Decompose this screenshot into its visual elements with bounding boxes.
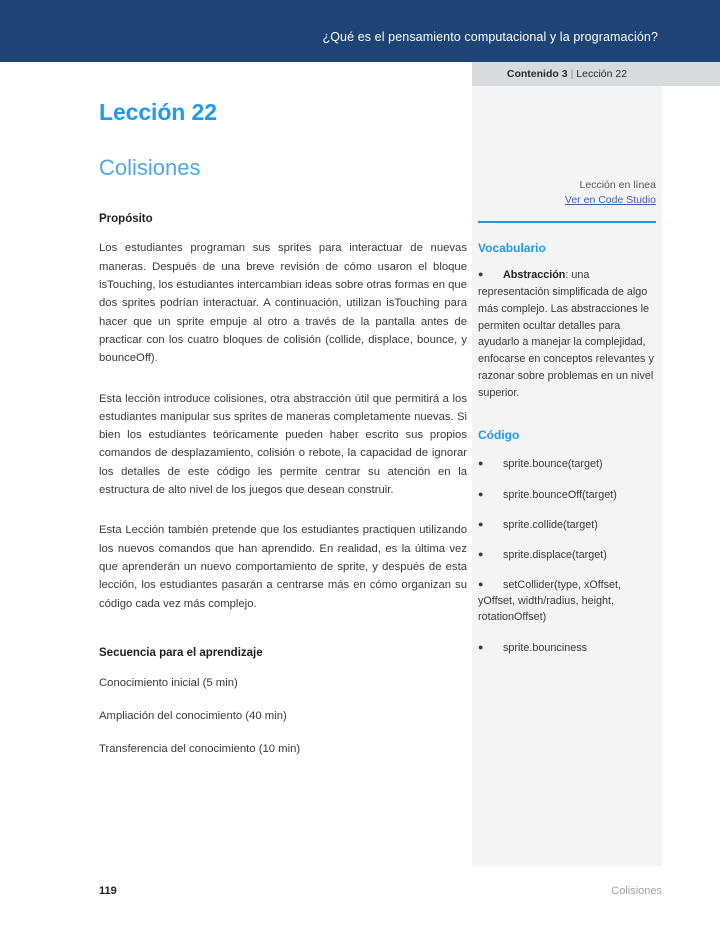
vocabulary-definition: : una representación simplificada de algo más complejo. Las abstracciones le permiten ocultar detalles para ayudarlo a manejar la complejidad, enfocarse en conceptos relevantes y razonar sobre problemas en un nivel superior. [478, 269, 654, 399]
purpose-paragraph-1: Los estudiantes programan sus sprites para interactuar de nuevas maneras. Después de una breve revisión de cómo usaron el bloque isTouching, los estudiantes intercambian ideas sobre otras formas en que dos sprites podrían interactuar. A continuación, utilizan isTouching para hacer que un sprite empuje al otro a través de la pantalla antes de practicar con los cuatro bloques de colisión (collide, displace, bounce, y bounceOff). [99, 242, 467, 365]
bullet-icon: ● [478, 269, 484, 280]
breadcrumb-separator: | [570, 68, 574, 80]
code-list-item [478, 547, 656, 563]
code-item-label: sprite.collide(target) [503, 518, 598, 531]
vocabulary-term: Abstracción [503, 269, 566, 282]
code-item-label: sprite.bounce(target) [503, 458, 603, 471]
purpose-heading: Propósito [99, 213, 153, 226]
code-list-item [478, 487, 656, 503]
footer-page-number: 119 [99, 885, 117, 897]
view-in-code-studio-link[interactable]: Ver en Code Studio [564, 194, 656, 207]
breadcrumb [472, 62, 720, 86]
code-list-item [478, 577, 656, 626]
footer-lesson-title: Colisiones [611, 885, 662, 897]
sidebar-divider [478, 221, 656, 223]
code-item-label: sprite.displace(target) [503, 548, 607, 561]
breadcrumb-unit: Contenido 3 [506, 68, 568, 80]
sequence-item-2: Ampliación del conocimiento (40 min) [99, 709, 287, 722]
code-item-label: setCollider(type, xOffset, yOffset, width/radius, height, rotationOffset) [478, 579, 622, 624]
bullet-icon: ● [478, 458, 484, 469]
vocabulary-heading: Vocabulario [478, 241, 546, 256]
purpose-paragraph-2: Esta lección introduce colisiones, otra abstracción útil que permitirá a los estudiantes manipular sus sprites de maneras completamente nuevas. Si bien los estudiantes teóricamente pueden haber escrito sus propios comandos de desplazamiento, colisión o rebote, la capacidad de ignorar los detalles de este código les permite centrar su atención en la estructura de alto nivel de los juegos que desean construir. [99, 392, 467, 497]
breadcrumb-lesson: Lección 22 [576, 68, 628, 80]
lesson-number-heading: Lección 22 [99, 99, 217, 125]
sequence-item-1: Conocimiento inicial (5 min) [99, 676, 238, 689]
page-title: Colisiones [99, 155, 201, 181]
bullet-icon: ● [478, 579, 484, 590]
online-lesson-label: Lección en línea [579, 179, 656, 191]
sequence-item-3: Transferencia del conocimiento (10 min) [99, 742, 301, 755]
code-item-label: sprite.bounceOff(target) [503, 488, 617, 501]
code-list-item [478, 517, 656, 533]
breadcrumb-text [507, 68, 627, 80]
vocabulary-entry [478, 267, 656, 401]
page-header-banner [0, 0, 720, 62]
bullet-icon: ● [478, 518, 484, 529]
code-heading: Código [478, 428, 520, 443]
sequence-heading: Secuencia para el aprendizaje [99, 646, 263, 659]
code-list-item [478, 456, 656, 472]
purpose-paragraph-3: Esta Lección también pretende que los estudiantes practiquen utilizando los nuevos comandos que han aprendido. En realidad, es la última vez que aprenderán un nuevo comportamiento de sprite, y después de esta lección, los estudiantes pasarán a centrarse más en cómo organizan su código cada vez más complejo. [99, 524, 467, 610]
bullet-icon: ● [478, 641, 484, 652]
bullet-icon: ● [478, 488, 484, 499]
code-list-item [478, 640, 656, 656]
code-item-label: sprite.bounciness [503, 641, 588, 654]
bullet-icon: ● [478, 548, 484, 559]
header-title: ¿Qué es el pensamiento computacional y la programación? [322, 30, 658, 44]
main-content-column [99, 100, 467, 758]
sidebar-content [478, 86, 656, 656]
